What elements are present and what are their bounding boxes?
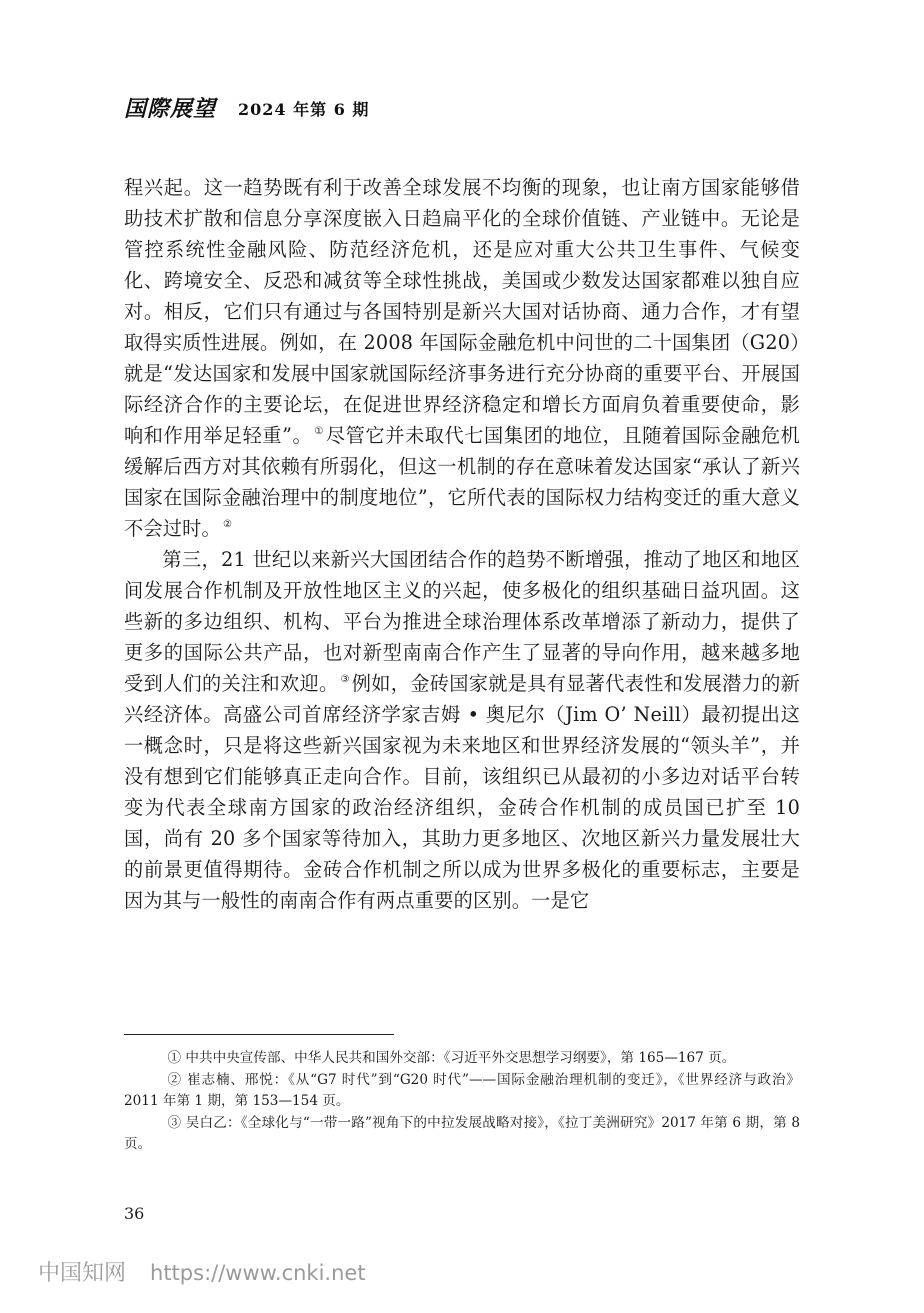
paragraph-text: 程兴起。这一趋势既有利于改善全球发展不均衡的现象，也让南方国家能够借助技术扩散和信息分享深度嵌入日趋扁平化的全球价值链、产业链中。无论是管控系统性金融风险、防范经济危机，还是应对重大公共卫生事件、气候变化、跨境安全、反恐和减贫等全球性挑战，美国或少数发达国家都难以独自应对。相反，它们只有通过与各国特别是新兴大国对话协商、通力合作，才有望取得实质性进展。例如，在 2008 年国际金融危机中问世的二十国集团（G20）就是“发达国家和发展中国家就国际经济事务进行充分协商的重要平台、开展国际经济合作的主要论坛，在促进世界经济稳定和增长方面肩负着重要使命，影响和作用举足轻重”。 xyxy=(124,176,800,447)
cnki-url[interactable]: https://www.cnki.net xyxy=(150,1261,366,1285)
footnote-item: ② 崔志楠、邢悦：《从“G7 时代”到“G20 时代”——国际金融治理机制的变迁》，《世界经济与政治》2011 年第 1 期，第 153—154 页。 xyxy=(124,1071,800,1109)
footnote-item: ③ 吴白乙：《全球化与“一带一路”视角下的中拉发展战略对接》，《拉丁美洲研究》2017 年第 6 期，第 8 页。 xyxy=(124,1114,800,1152)
running-header xyxy=(124,92,369,122)
journal-logo: 国際展望 xyxy=(124,96,217,122)
cnki-watermark xyxy=(38,1256,366,1287)
footnotes xyxy=(124,1048,800,1156)
body-paragraph xyxy=(124,544,800,916)
footnote-marker[interactable]: ① xyxy=(314,426,324,437)
footnote-marker[interactable]: ③ xyxy=(340,674,350,685)
paragraph-text: 第三，21 世纪以来新兴大国团结合作的趋势不断增强，推动了地区和地区间发展合作机制及开放性地区主义的兴起，使多极化的组织基础日益巩固。这些新的多边组织、机构、平台为推进全球治理体系改革增添了新动力，提供了更多的国际公共产品，也对新型南南合作产生了显著的导向作用，越来越多地受到人们的关注和欢迎。 xyxy=(124,548,800,695)
body-paragraph xyxy=(124,172,800,544)
paragraph-text: 尽管它并未取代七国集团的地位，且随着国际金融危机缓解后西方对其依赖有所弱化，但这一机制的存在意味着发达国家“承认了新兴国家在国际金融治理中的制度地位”，它所代表的国际权力结构变迁的重大意义不会过时。 xyxy=(124,424,800,540)
body-text xyxy=(124,172,800,916)
footnote-marker[interactable]: ② xyxy=(222,519,233,530)
cnki-logo-text: 中国知网 xyxy=(38,1261,127,1286)
page-number: 36 xyxy=(124,1204,145,1223)
issue-label: 2024 年第 6 期 xyxy=(238,100,370,119)
paragraph-text: 例如，金砖国家就是具有显著代表性和发展潜力的新兴经济体。高盛公司首席经济学家吉姆 • 奥尼尔（Jim O’ Neill）最初提出这一概念时，只是将这些新兴国家视为未来地区和世界经济发展的“领头羊”，并没有想到它们能够真正走向合作。目前，该组织已从最初的小多边对话平台转变为代表全球南方国家的政治经济组织，金砖合作机制的成员国已扩至 10 国，尚有 20 多个国家等待加入，其助力更多地区、次地区新兴力量发展壮大的前景更值得期待。金砖合作机制之所以成为世界多极化的重要标志，主要是因为其与一般性的南南合作有两点重要的区别。一是它 xyxy=(124,672,801,912)
footnote-item: ① 中共中央宣传部、中华人民共和国外交部：《习近平外交思想学习纲要》，第 165—167 页。 xyxy=(167,1050,736,1066)
footnote-divider xyxy=(124,1034,394,1035)
